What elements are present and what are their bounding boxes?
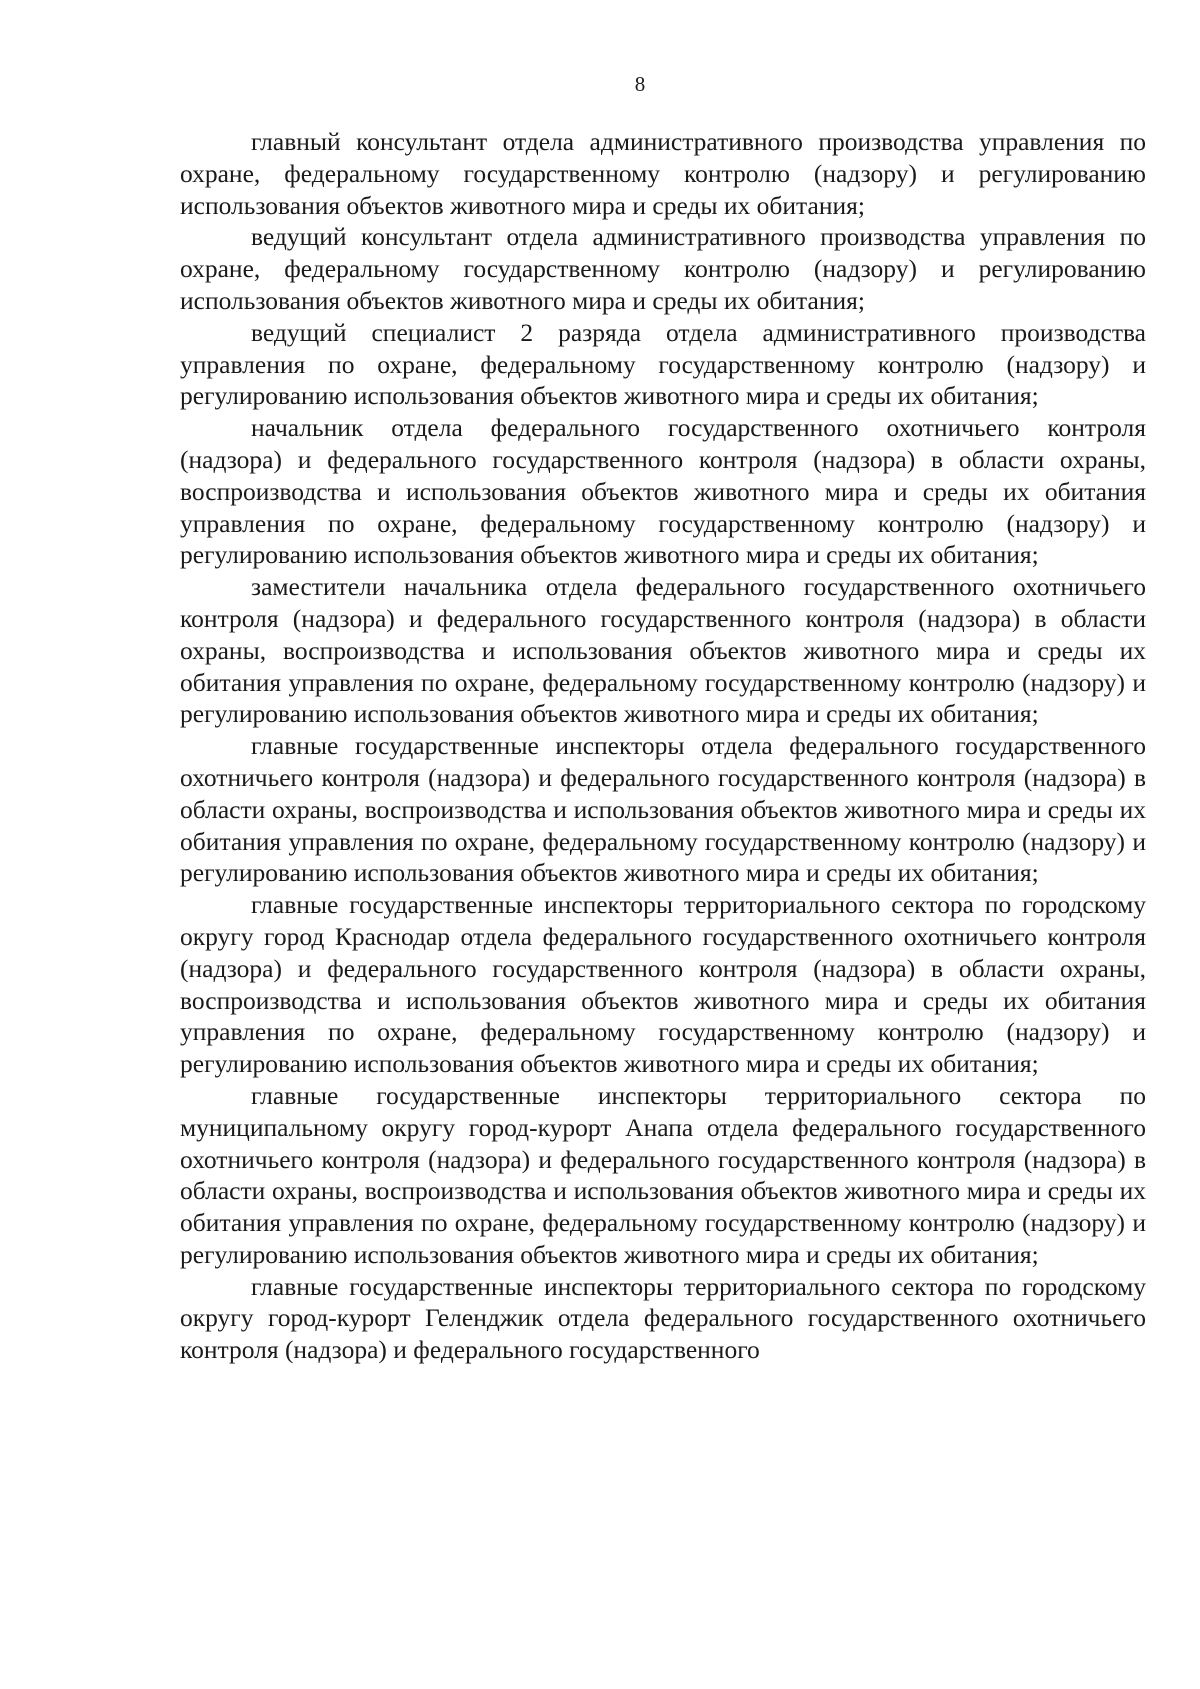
paragraph-chief-inspectors: главные государственные инспекторы отдела федерального государственного охотничьего контроля (надзора) и федерального государственного контроля (надзора) в области охраны, воспроизводства и использования объектов животного мира и среды их обитания управления по охране, федеральному государственному контролю (надзору) и регулированию использования объектов животного мира и среды их обитания;	[180, 731, 1146, 888]
page-number: 8	[634, 72, 646, 96]
document-body	[180, 126, 1146, 1366]
paragraph-inspectors-gelendzhik: главные государственные инспекторы территориального сектора по городскому округу город-курорт Геленджик отдела федерального государственного охотничьего контроля (надзора) и федерального государственного	[180, 1271, 1146, 1365]
paragraph-deputy-heads: заместители начальника отдела федерального государственного охотничьего контроля (надзора) и федерального государственного контроля (надзора) в области охраны, воспроизводства и использования объектов животного мира и среды их обитания управления по охране, федеральному государственному контролю (надзору) и регулированию использования объектов животного мира и среды их обитания;	[180, 572, 1146, 729]
paragraph-chief-consultant: главный консультант отдела административного производства управления по охране, федеральному государственному контролю (надзору) и регулированию использования объектов животного мира и среды их обитания;	[180, 127, 1146, 220]
paragraph-leading-specialist: ведущий специалист 2 разряда отдела административного производства управления по охране, федеральному государственному контролю (надзору) и регулированию использования объектов животного мира и среды их обитания;	[180, 317, 1146, 411]
paragraph-department-head: начальник отдела федерального государственного охотничьего контроля (надзора) и федерального государственного контроля (надзора) в области охраны, воспроизводства и использования объектов животного мира и среды их обитания управления по охране, федеральному государственному контролю (надзору) и регулированию использования объектов животного мира и среды их обитания;	[180, 413, 1146, 570]
paragraph-inspectors-krasnodar: главные государственные инспекторы территориального сектора по городскому округу город Краснодар отдела федерального государственного охотничьего контроля (надзора) и федерального государственного контроля (надзора) в области охраны, воспроизводства и использования объектов животного мира и среды их обитания управления по охране, федеральному государственному контролю (надзору) и регулированию использования объектов животного мира и среды их обитания;	[180, 890, 1146, 1079]
paragraph-inspectors-anapa: главные государственные инспекторы территориального сектора по муниципальному округу город-курорт Анапа отдела федерального государственного охотничьего контроля (надзора) и федерального государственного контроля (надзора) в области охраны, воспроизводства и использования объектов животного мира и среды их обитания управления по охране, федеральному государственному контролю (надзору) и регулированию использования объектов животного мира и среды их обитания;	[180, 1080, 1146, 1269]
paragraph-leading-consultant: ведущий консультант отдела административного производства управления по охране, федеральному государственному контролю (надзору) и регулированию использования объектов животного мира и среды их обитания;	[180, 222, 1146, 315]
